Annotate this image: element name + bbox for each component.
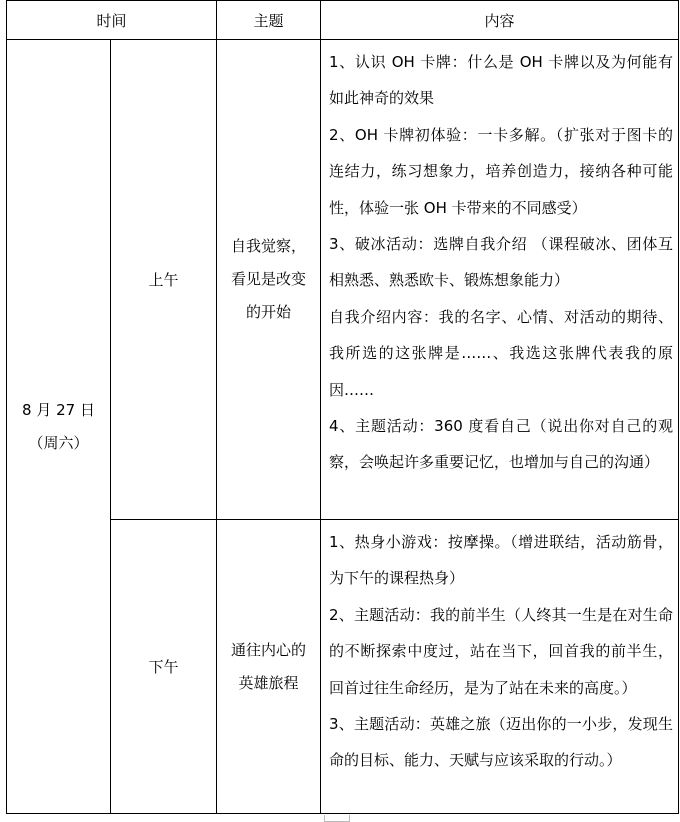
content-paragraph: 自我介绍内容：我的名字、心情、对活动的期待、我所选的这张牌是……、我选这张牌代表我的原因…… xyxy=(329,307,674,399)
theme-morning xyxy=(217,40,321,520)
morning-row xyxy=(7,40,679,520)
content-paragraph: 2、主题活动：我的前半生（人终其一生是在对生命的不断探索中度过，站在当下，回首我的前半生，回首过往生命经历，是为了站在未来的高度。） xyxy=(329,605,674,697)
content-paragraph: 1、认识 OH 卡牌：什么是 OH 卡牌以及为何能有如此神奇的效果 xyxy=(329,53,674,108)
content-paragraph: 3、破冰活动：选牌自我介绍 （课程破冰、团体互相熟悉、熟悉欧卡、锻炼想象能力） xyxy=(329,235,674,290)
date-cell xyxy=(7,40,111,814)
date-label: 8 月 27 日 xyxy=(22,400,95,419)
content-paragraph: 2、OH 卡牌初体验：一卡多解。（扩张对于图卡的连结力，练习想象力，培养创造力，接纳各种可能性，体验一张 OH 卡带来的不同感受） xyxy=(329,125,674,217)
theme-afternoon xyxy=(217,520,321,814)
weekday-label: （周六） xyxy=(28,433,89,452)
theme-morning-line: 自我觉察， xyxy=(231,237,307,255)
header-theme: 主题 xyxy=(217,1,321,40)
header-row xyxy=(7,1,679,40)
slot-morning: 上午 xyxy=(111,40,217,520)
theme-afternoon-line: 英雄旅程 xyxy=(238,673,299,692)
content-afternoon xyxy=(321,520,679,814)
table-resize-handle xyxy=(324,815,350,822)
content-morning xyxy=(321,40,679,520)
content-paragraph: 3、主题活动：英雄之旅（迈出你的一小步，发现生命的目标、能力、天赋与应该采取的行动。） xyxy=(329,715,674,770)
schedule-table xyxy=(6,0,679,814)
theme-afternoon-line: 通往内心的 xyxy=(231,640,307,659)
content-paragraph: 1、热身小游戏：按摩操。（增进联结，活动筋骨，为下午的课程热身） xyxy=(329,533,674,588)
slot-afternoon: 下午 xyxy=(111,520,217,814)
theme-morning-line: 看见是改变 xyxy=(231,270,307,288)
header-content: 内容 xyxy=(321,1,679,40)
theme-morning-line: 的开始 xyxy=(246,303,292,321)
content-paragraph: 4、主题活动：360 度看自己（说出你对自己的观察，会唤起许多重要记忆，也增加与自己的沟通） xyxy=(329,417,674,472)
header-time: 时间 xyxy=(7,1,217,40)
